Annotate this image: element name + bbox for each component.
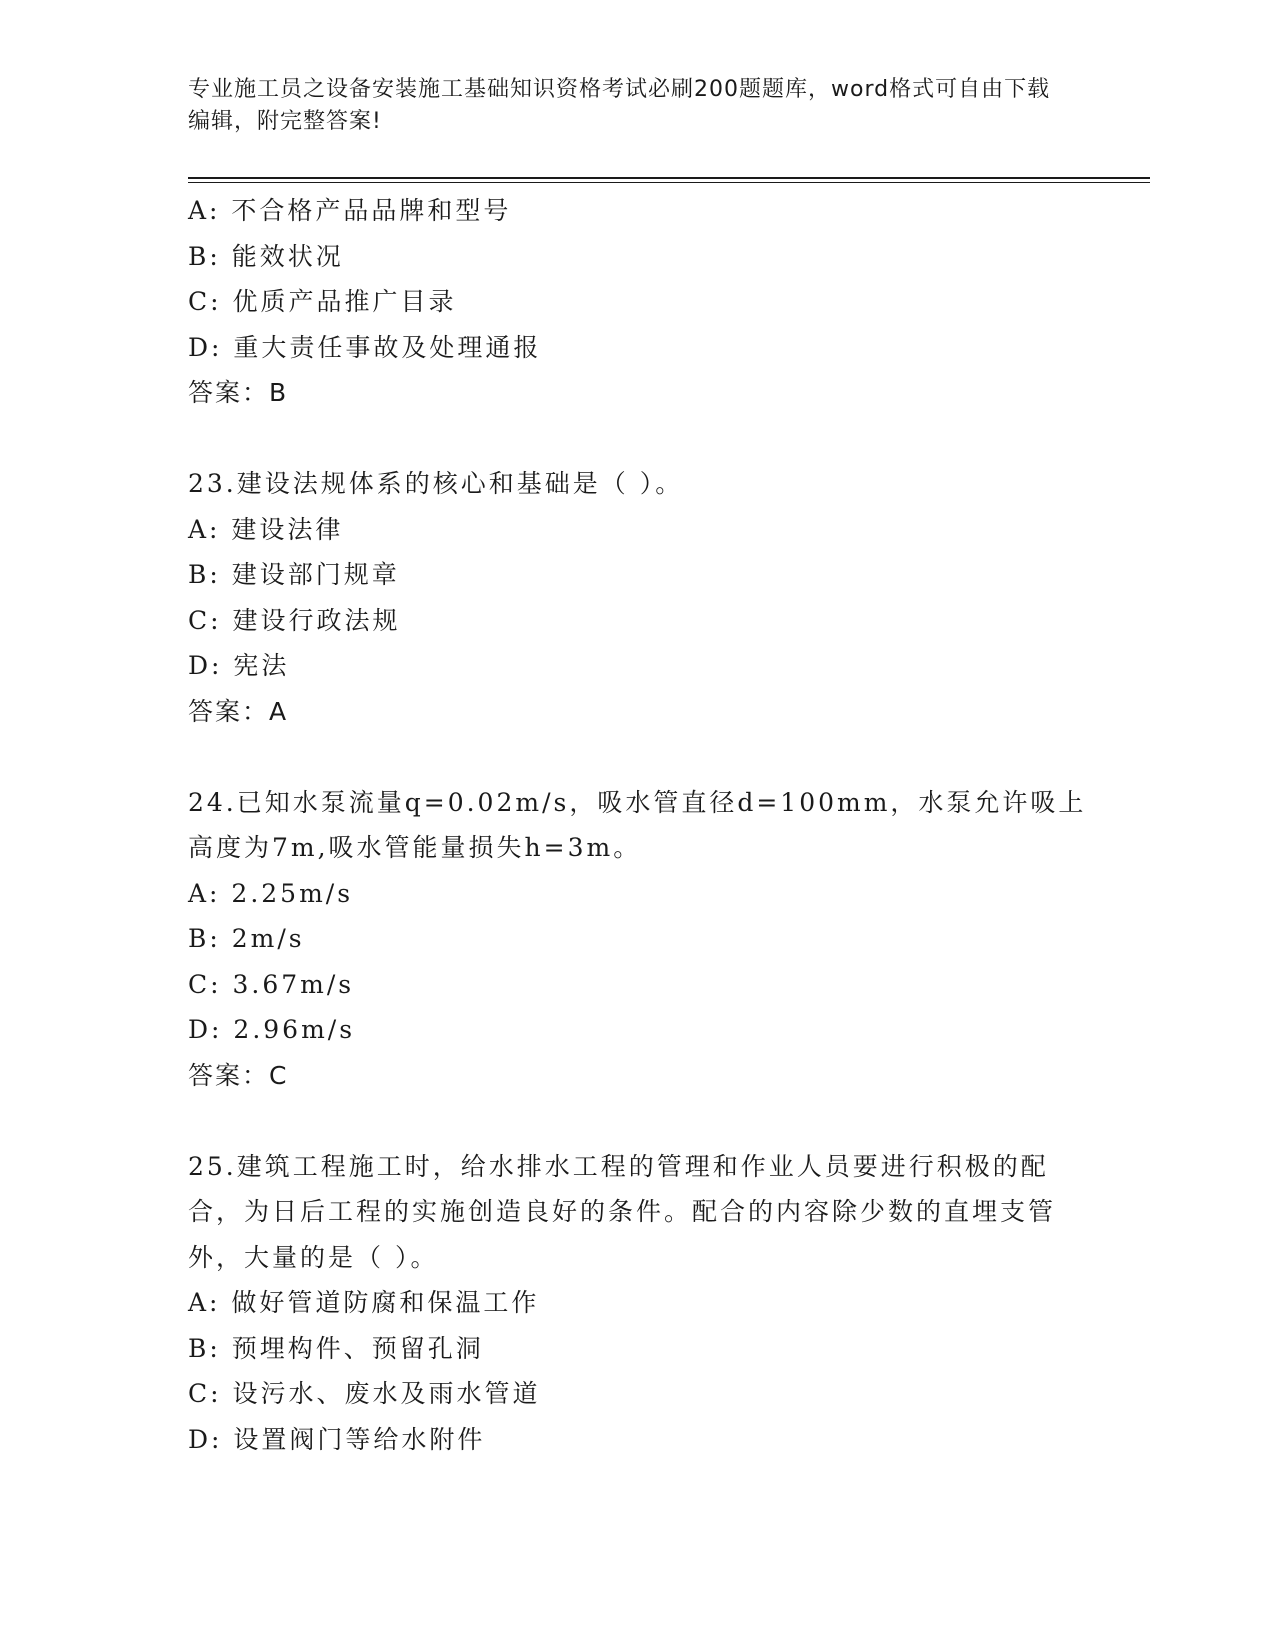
spacer [188, 734, 1088, 780]
option-d: D: 宪法 [188, 651, 290, 680]
option-d: D: 设置阀门等给水附件 [188, 1424, 486, 1454]
option-b: B: 2m/s [188, 924, 305, 953]
answer-line: 答案：A [188, 696, 289, 726]
question-24 [188, 780, 1088, 1099]
answer-line: 答案：C [188, 1060, 289, 1090]
header-rule-thin [188, 182, 1150, 183]
question-text: 25.建筑工程施工时，给水排水工程的管理和作业人员要进行积极的配合，为日后工程的实施创造良好的条件。配合的内容除少数的直埋支管外，大量的是（ ）。 [188, 1151, 1057, 1272]
option-a: A: 做好管道防腐和保温工作 [188, 1288, 540, 1317]
question-23 [188, 461, 1088, 734]
header-rule-thick [188, 177, 1150, 179]
option-b: B: 预埋构件、预留孔洞 [188, 1333, 484, 1363]
option-d: D: 2.96m/s [188, 1015, 356, 1044]
option-c: C: 3.67m/s [188, 969, 355, 999]
question-text: 24.已知水泵流量q=0.02m/s，吸水管直径d=100mm，水泵允许吸上高度为7m,吸水管能量损失h=3m。 [188, 787, 1087, 862]
document-header: 专业施工员之设备安装施工基础知识资格考试必刷200题题库，word格式可自由下载编辑，附完整答案! [188, 77, 1051, 134]
option-d: D: 重大责任事故及处理通报 [188, 332, 542, 362]
option-a: A: 2.25m/s [188, 878, 354, 908]
spacer [188, 1098, 1088, 1144]
option-a: A: 不合格产品品牌和型号 [188, 196, 512, 225]
option-c: C: 优质产品推广目录 [188, 287, 457, 316]
option-c: C: 设污水、废水及雨水管道 [188, 1379, 541, 1408]
answer-line: 答案：B [188, 378, 289, 407]
continued-question [188, 188, 1088, 416]
document-body [188, 188, 1088, 1462]
question-25 [188, 1144, 1088, 1463]
question-text: 23.建设法规体系的核心和基础是（ ）。 [188, 469, 684, 498]
option-a: A: 建设法律 [188, 514, 344, 544]
spacer [188, 416, 1088, 462]
option-b: B: 建设部门规章 [188, 560, 400, 589]
option-c: C: 建设行政法规 [188, 605, 401, 635]
option-b: B: 能效状况 [188, 241, 344, 271]
